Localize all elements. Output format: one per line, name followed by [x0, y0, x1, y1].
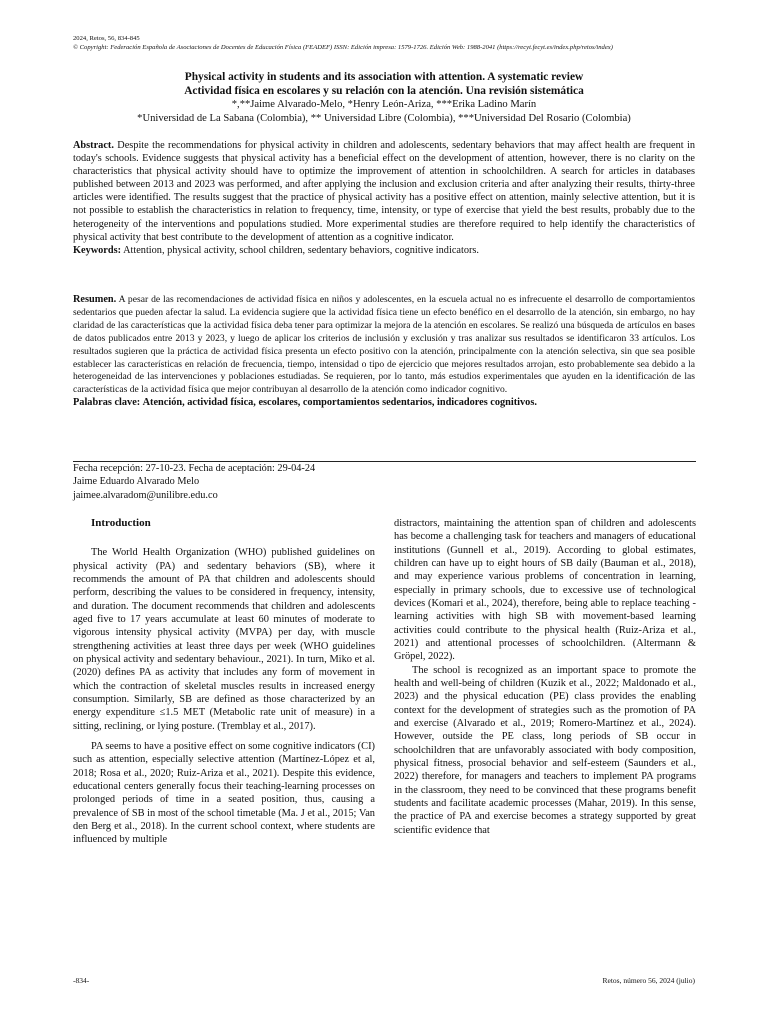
- keywords-label: Keywords:: [73, 244, 122, 256]
- palabras-clave-line: [73, 397, 695, 410]
- right-column: [394, 517, 696, 837]
- left-column: [73, 517, 375, 847]
- running-head: [73, 34, 713, 52]
- resumen-label: Resumen.: [73, 294, 117, 305]
- body-paragraph: The school is recognized as an important space to promote the health and well-being of children (Kuzik et al., 2022; Maldonado et al., 2023) and the physical education (PE) class provides the enabling context for the development of strategies such as the promotion of PA and exercise (Alvarado et al., 2019; Romero-Martínez et al., 2024). However, outside the PE class, long periods of SB occur in schoolchildren that are unfavorably associated with body composition, physical fitness, prosocial behavior and self-esteem (Saunders et al., 2022) therefore, for managers and teachers to implement PA programs in the classroom, they need to be convinced that these programs benefit students and facilitate academic processes (Mahar, 2019). In this sense, the practice of PA and exercise becomes a strategy supported by great scientific evidence that: [394, 664, 696, 836]
- journal-citation: 2024, Retos, 56, 834-845: [73, 35, 140, 42]
- resumen-text: A pesar de las recomendaciones de actividad física en niños y adolescentes, en la escuela actual no es infrecuente el desarrollo de comportamientos sedentarios que pueden afectar la salud. La evidencia sugiere que la actividad física tiene un efecto benéfico en el desarrollo de la atención, sin embargo, no hay claridad de las características que la actividad física deba tener para optimizar la mejora de la atención en escolares. Se realizó una búsqueda de artículos en bases de datos publicados entre 2013 y 2023, y luego de aplicar los criterios de inclusión y exclusión y tras analizar sus resultados se identificaron 33 artículos. Los resultados sugieren que la práctica de actividad física presenta un efecto positivo con la atención, principalmente con la atención selectiva, sin que sea posible establecer las características en relación de frecuencia, tiempo, intensidad o tipo de ejercicio que mejores resultados arrojan, esto probablemente sea debido a la heterogeneidad de las intervenciones y poblaciones estudiadas. Se requieren, por lo tanto, más estudios experimentales que ayuden en la identificación de las características de la actividad física que mejor contribuyan al desarrollo de la atención como indicador cognitivo.: [73, 294, 695, 396]
- title-spanish: Actividad física en escolares y su relación con la atención. Una revisión sistemática: [184, 85, 584, 97]
- journal-footer: Retos, número 56, 2024 (julio): [602, 976, 695, 985]
- correspondence-block: [73, 462, 473, 502]
- resumen-body: [73, 294, 695, 397]
- palabras-clave-label: Palabras clave:: [73, 397, 141, 409]
- palabras-clave-text: Atención, actividad física, escolares, comportamientos sedentarios, indicadores cognitivos.: [142, 397, 537, 409]
- introduction-heading: Introduction: [91, 517, 151, 529]
- abstract-section: [73, 139, 695, 257]
- body-paragraph: The World Health Organization (WHO) published guidelines on physical activity (PA) and sedentary behaviors (SB), where it recommends the amount of PA that children and adolescents should perform, describing the values to be considered in frequency, intensity, and duration. The document recommends that children and adolescents aged five to 17 years accumulate at least 60 minutes of moderate to vigorous intensity physical activity (MVPA) per day, with muscle strengthening activities at least three days per week (WHO guidelines on physical activity and sedentary behaviour., 2021). In turn, Miko et al. (2020) defines PA as activity that includes any form of movement in which the contraction of skeletal muscles results in increased energy consumption. Similarly, SB are defined as those characterized by an energy expenditure ≤1.5 MET (Metabolic rate unit of measure) in a sitting, reclining, or lying posture. (Tremblay et al., 2017).: [73, 547, 375, 732]
- dates-line: Fecha recepción: 27-10-23. Fecha de aceptación: 29-04-24: [73, 463, 316, 474]
- body-paragraph: distractors, maintaining the attention span of children and adolescents has become a challenging task for teachers and managers of educational institutions (Gunnell et al., 2019). According to global estimates, children can have up to eight hours of SB daily (Bauman et al., 2018), and may experience various problems of concentration in learning, especially in primary schools, due to excessive use of technological devices (Komari et al., 2024), therefore, being able to replace teaching - learning activities with high SB with movement-based learning activities could contribute to the physical health (Ruiz-Ariza et al., 2021) and attentional processes of schoolchildren. (Altermann & Gröpel, 2022).: [394, 518, 696, 663]
- resumen-section: [73, 294, 695, 410]
- contact-email[interactable]: jaimee.alvaradom@unilibre.edu.co: [73, 489, 218, 501]
- keywords-line: [73, 244, 695, 257]
- abstract-body: [73, 139, 695, 244]
- title-english: Physical activity in students and its association with attention. A systematic review: [184, 71, 584, 83]
- title-block: [73, 70, 695, 126]
- keywords-text: Attention, physical activity, school children, sedentary behaviors, cognitive indicators.: [123, 244, 479, 256]
- copyright-line: © Copyright: Federación Española de Asociaciones de Docentes de Educación Física (FEADEF) ISSN: Edición impresa: 1579-1726. Edición Web: 1988-2041 (https://recyt.fecyt.es/index.php/retos/index): [73, 44, 613, 51]
- body-paragraph: PA seems to have a positive effect on some cognitive indicators (CI) such as attention, especially selective attention (Martínez-López et al, 2018; Rosa et al., 2020; Ruiz-Ariza et al., 2021). Despite this evidence, educational centers generally focus their teaching-learning processes on prolonged periods of time in a seated position, thus, causing a prevalence of SB in most of the school timetable (Ma. J et al., 2015; Van den Berg et al., 2018). In the current school context, where students are influenced by multiple: [73, 740, 375, 846]
- affiliations: *Universidad de La Sabana (Colombia), ** Universidad Libre (Colombia), ***Universidad Del Rosario (Colombia): [137, 113, 631, 124]
- abstract-text: Despite the recommendations for physical activity in children and adolescents, sedentary behaviors that may affect health are frequent in today's schools. Evidence suggests that physical activity has a beneficial effect on the development of attention, however, there is no clarity on the characteristics that physical activity should have to optimize the improvement of attention in schoolchildren. A search for articles in databases published between 2013 and 2023 was performed, and after applying the inclusion and exclusion criteria and after analyzing their results, thirty-three articles were identified. The results suggest that the practice of physical activity has a positive effect on attention, mainly selective attention, but it is not possible to establish the characteristics in relation to frequency, time, intensity, or type of exercise that yield the best results, probably due to the heterogeneity of the interventions and populations studied. More experimental studies are therefore required to help identify the characteristics of physical activity that best contribute to the development of attention as a cognitive indicator.: [73, 140, 695, 243]
- author-list: *,**Jaime Alvarado-Melo, *Henry León-Ariza, ***Erika Ladino Marín: [231, 99, 537, 110]
- page-number: -834-: [73, 976, 90, 985]
- contact-name: Jaime Eduardo Alvarado Melo: [73, 476, 200, 488]
- abstract-label: Abstract.: [73, 140, 114, 151]
